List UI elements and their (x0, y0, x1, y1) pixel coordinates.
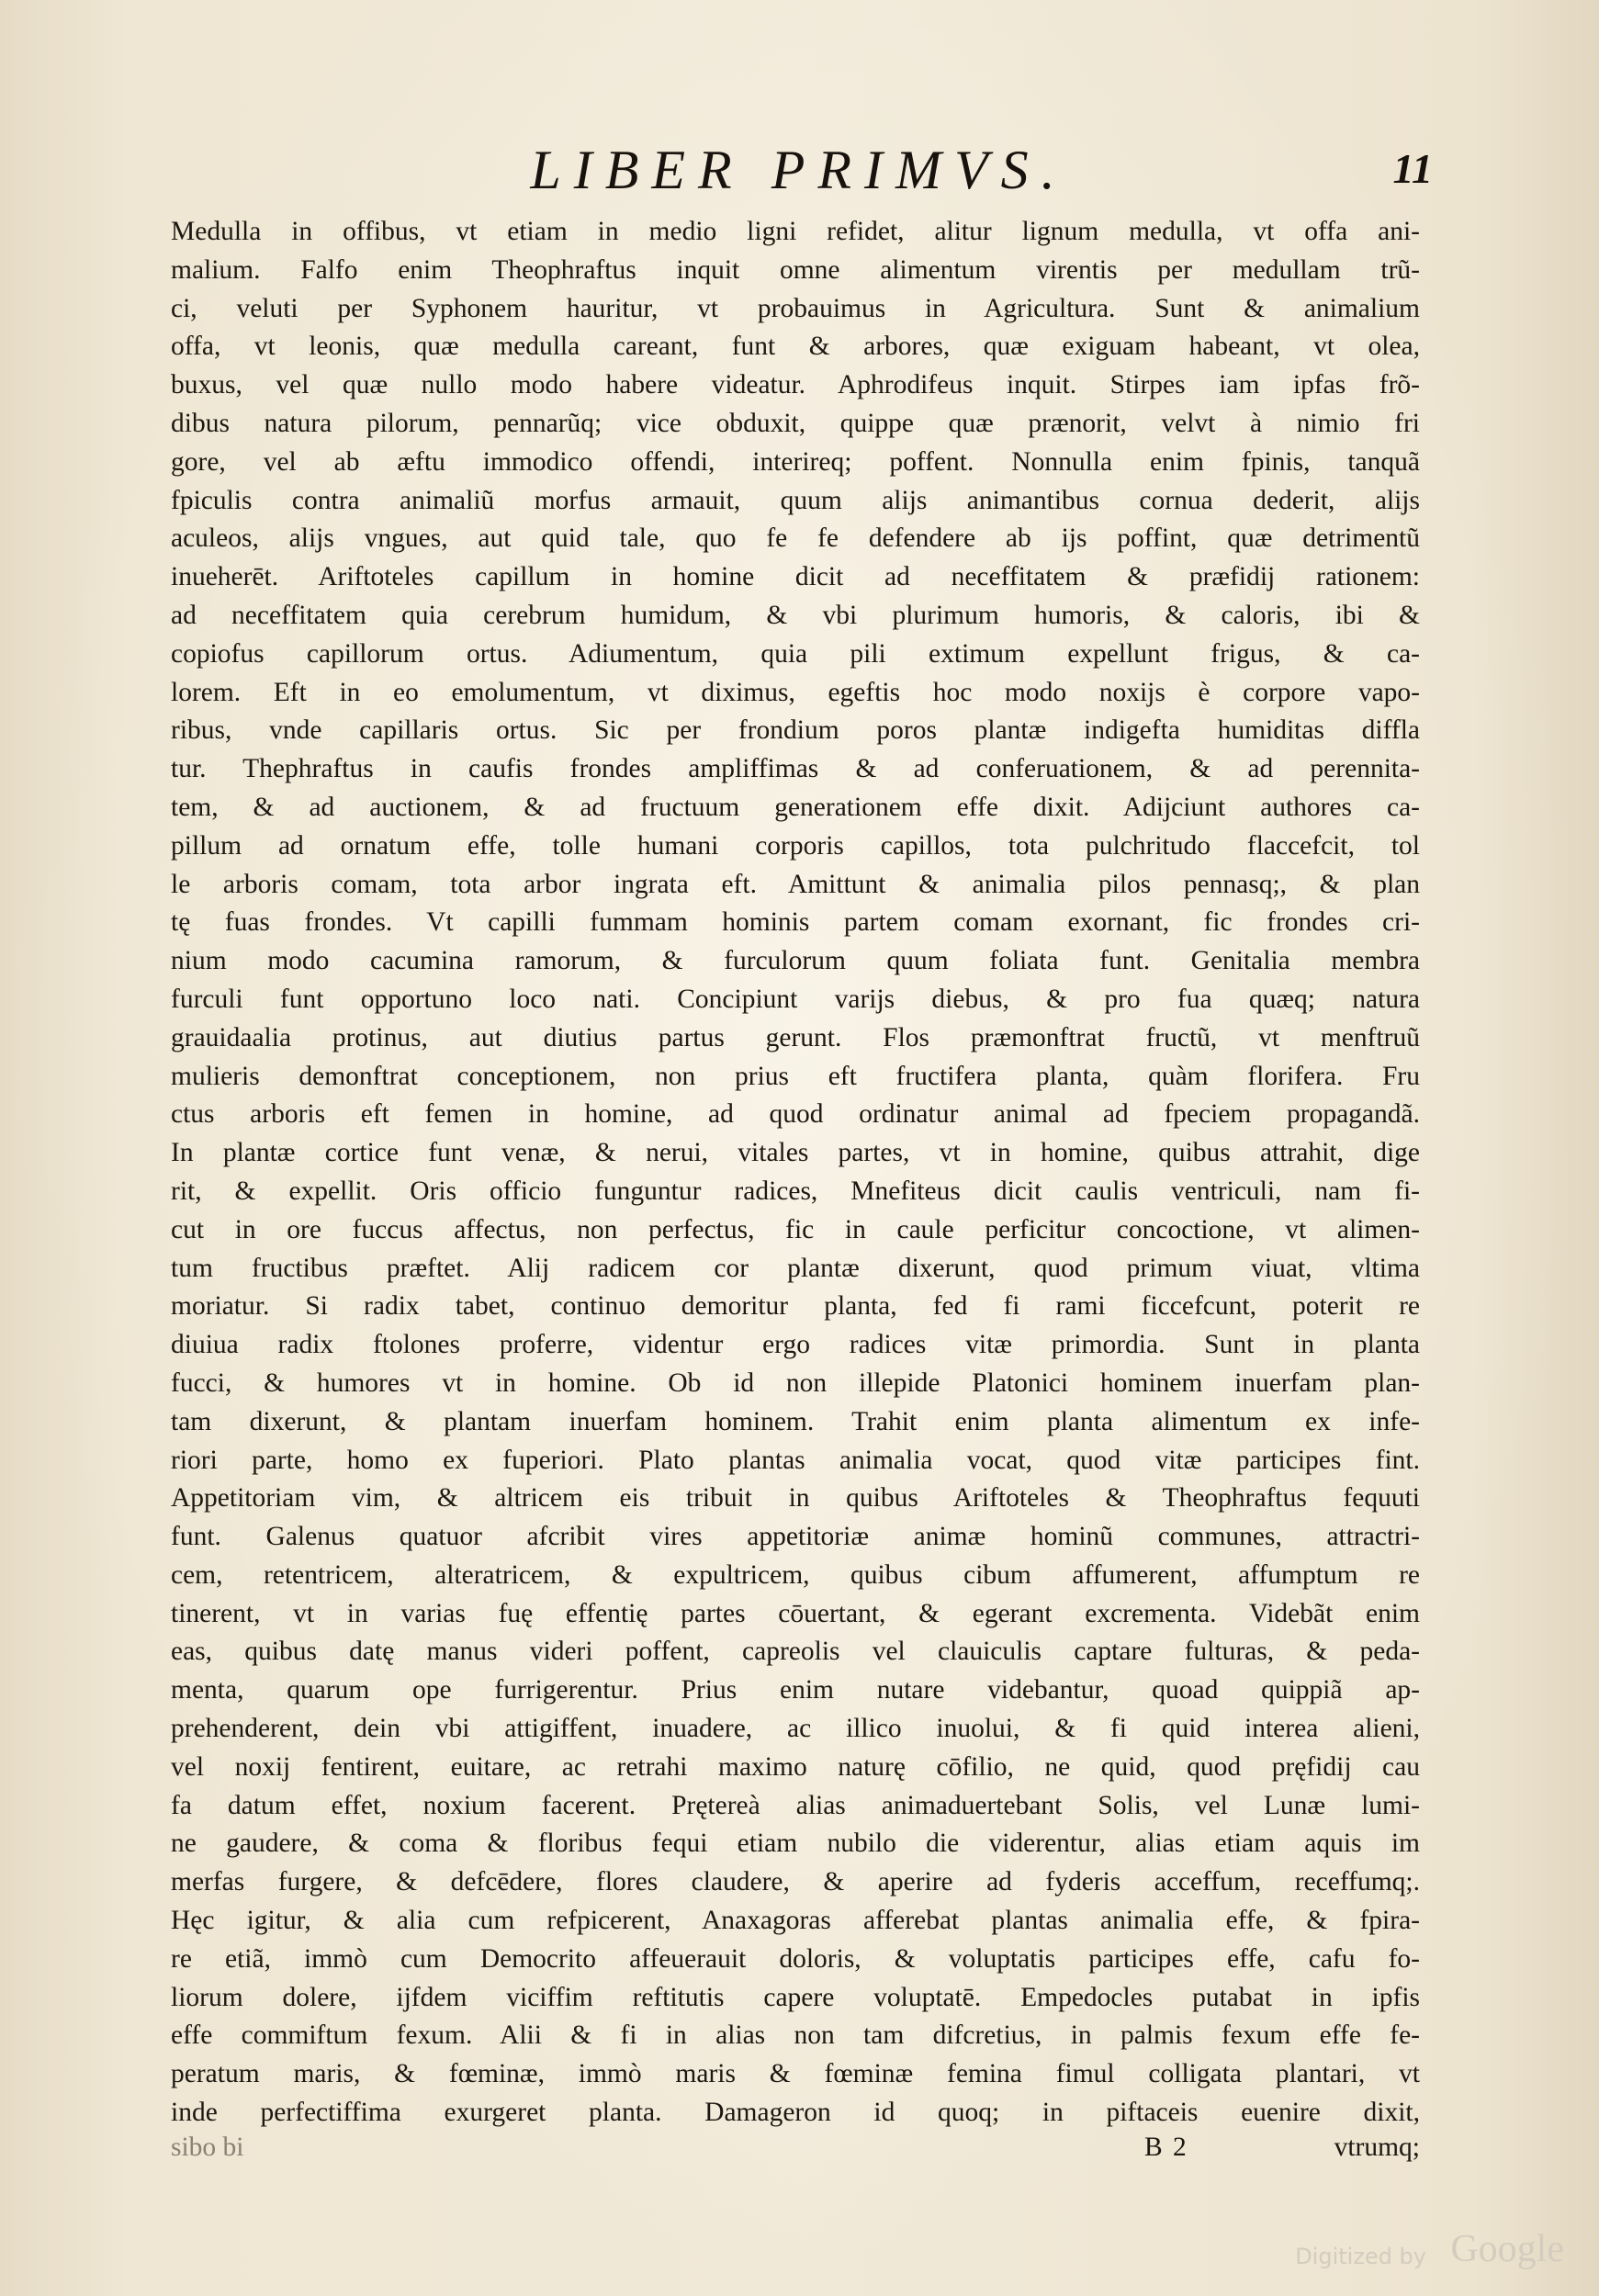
text-line: ad neceffitatem quia cerebrum humidum, & vbi plurimum humoris, & caloris, ibi & (171, 600, 1420, 630)
text-line: aculeos, alijs vngues, aut quid tale, quo fe fe defendere ab ijs poffint, quæ detrimentũ (171, 523, 1420, 554)
text-line: tum fructibus præftet. Alij radicem cor plantæ dixerunt, quod primum viuat, vltima (171, 1253, 1420, 1283)
text-line: prehenderent, dein vbi attigiffent, inuadere, ac illico inuolui, & fi quid interea alieni, (171, 1714, 1420, 1744)
text-line: peratum maris, & fœminæ, immò maris & fœminæ femina fimul colligata plantari, vt (171, 2059, 1420, 2089)
text-line: tinerent, vt in varias fuę effentię partes cōuertant, & egerant excrementa. Videbãt enim (171, 1598, 1420, 1628)
text-line: tam dixerunt, & plantam inuerfam hominem. Trahit enim planta alimentum ex infe- (171, 1406, 1420, 1436)
running-head (165, 138, 1433, 202)
text-line: diuiua radix ftolones proferre, videntur ergo radices vitæ primordia. Sunt in planta (171, 1330, 1420, 1360)
text-line: cut in ore fuccus affectus, non perfectus, fic in caule perficitur concoctione, vt alimen- (171, 1214, 1420, 1244)
text-line: dibus natura pilorum, pennarũq; vice obduxit, quippe quæ prænorit, velvt à nimio fri (171, 408, 1420, 438)
text-line: fpiculis contra animaliũ morfus armauit, quum alijs animantibus cornua dederit, alijs (171, 485, 1420, 515)
text-line: menta, quarum ope furrigerentur. Prius enim nutare videbantur, quoad quippiã ap- (171, 1675, 1420, 1705)
text-line: In plantæ cortice funt venæ, & nerui, vitales partes, vt in homine, quibus attrahit, dige (171, 1138, 1420, 1168)
text-line: ctus arboris eft femen in homine, ad quod ordinatur animal ad fpeciem propagandã. (171, 1099, 1420, 1130)
running-title: LIBER PRIMVS. (530, 140, 1068, 200)
text-line: tem, & ad auctionem, & ad fructuum generationem effe dixit. Adijciunt authores ca- (171, 792, 1420, 822)
text-line: le arboris comam, tota arbor ingrata eft. Amittunt & animalia pilos pennasq;, & plan (171, 869, 1420, 899)
text-line: inde perfectiffima exurgeret planta. Damageron id quoq; in piftaceis euenire dixit, (171, 2098, 1420, 2128)
watermark-brand: Google (1450, 2228, 1564, 2270)
footer-line (171, 2127, 1420, 2167)
text-line: buxus, vel quæ nullo modo habere videatur. Aphrodifeus inquit. Stirpes iam ipfas frõ- (171, 370, 1420, 400)
text-line: vel noxij fentirent, euitare, ac retrahi maximo naturę cōfilio, ne quid, quod pręfidij cau (171, 1751, 1420, 1782)
text-line: ribus, vnde capillaris ortus. Sic per frondium poros plantæ indigefta humiditas diffla (171, 715, 1420, 746)
signature-mark: B 2 (1144, 2133, 1188, 2162)
text-line: lorem. Eft in eo emolumentum, vt diximus, egeftis hoc modo noxijs è corpore vapo- (171, 677, 1420, 707)
text-line: Appetitoriam vim, & altricem eis tribuit in quibus Ariftoteles & Theophraftus fequuti (171, 1483, 1420, 1514)
text-line: merfas furgere, & defcēdere, flores claudere, & aperire ad fyderis acceffum, receffumq;. (171, 1867, 1420, 1897)
text-line: grauidaalia protinus, aut diutius partus gerunt. Flos præmonftrat fructũ, vt menftruũ (171, 1022, 1420, 1052)
digitization-watermark (1261, 2227, 1564, 2282)
text-line: ci, veluti per Syphonem hauritur, vt probauimus in Agricultura. Sunt & animalium (171, 293, 1420, 323)
text-line: copiofus capillorum ortus. Adiumentum, quia pili extimum expellunt frigus, & ca- (171, 638, 1420, 669)
text-line: cem, retentricem, alteratricem, & expultricem, quibus cibum affumerent, affumptum re (171, 1559, 1420, 1590)
text-line: rit, & expellit. Oris officio funguntur radices, Mnefiteus dicit caulis ventriculi, nam fi- (171, 1176, 1420, 1206)
text-line: liorum dolere, ijfdem viciffim reftitutis capere voluptatē. Empedocles putabat in ipfis (171, 1982, 1420, 2012)
text-line: inueherēt. Ariftoteles capillum in homine dicit ad neceffitatem & præfidij rationem: (171, 562, 1420, 592)
text-line: moriatur. Si radix tabet, continuo demoritur planta, fed fi rami ficcefcunt, poterit re (171, 1291, 1420, 1322)
catchword: vtrumq; (1334, 2133, 1420, 2162)
text-line: fa datum effet, noxium facerent. Prętereà alias animaduertebant Solis, vel Lunæ lumi- (171, 1790, 1420, 1820)
text-line: effe commiftum fexum. Alii & fi in alias non tam difcretius, in palmis fexum effe fe- (171, 2020, 1420, 2051)
text-line: tę fuas frondes. Vt capilli fummam hominis partem comam exornant, fic frondes cri- (171, 907, 1420, 938)
text-line: ne gaudere, & coma & floribus fequi etiam nubilo die viderentur, alias etiam aquis im (171, 1829, 1420, 1859)
text-line: Medulla in offibus, vt etiam in medio ligni refidet, alitur lignum medulla, vt offa ani- (171, 217, 1420, 246)
bleed-through-text: sibo bi (171, 2133, 244, 2162)
body-text (171, 213, 1420, 2133)
text-line: fucci, & humores vt in homine. Ob id non illepide Platonici hominem inuerfam plan- (171, 1367, 1420, 1398)
text-line: gore, vel ab æftu immodico offendi, interireq; poffent. Nonnulla enim fpinis, tanquã (171, 446, 1420, 477)
text-line: tur. Thephraftus in caufis frondes ampliffimas & ad conferuationem, & ad perennita- (171, 754, 1420, 784)
text-line: re etiã, immò cum Democrito affeuerauit doloris, & voluptatis participes effe, cafu fo- (171, 1943, 1420, 1974)
text-line: riori parte, homo ex fuperiori. Plato plantas animalia vocat, quod vitæ participes fint. (171, 1445, 1420, 1475)
text-line: offa, vt leonis, quæ medulla careant, funt & arbores, quæ exiguam habeant, vt olea, (171, 332, 1420, 362)
text-line: mulieris demonftrat conceptionem, non prius eft fructifera planta, quàm florifera. Fru (171, 1061, 1420, 1091)
text-line: pillum ad ornatum effe, tolle humani corporis capillos, tota pulchritudo flaccefcit, tol (171, 830, 1420, 861)
text-line: malium. Falfo enim Theophraftus inquit omne alimentum virentis per medullam trũ- (171, 254, 1420, 285)
text-line: furculi funt opportuno loco nati. Concipiunt varijs diebus, & pro fua quæq; natura (171, 984, 1420, 1014)
text-line: eas, quibus datę manus videri poffent, capreolis vel clauiculis captare fulturas, & peda- (171, 1637, 1420, 1667)
text-line: nium modo cacumina ramorum, & furculorum quum foliata funt. Genitalia membra (171, 946, 1420, 976)
text-line: Hęc igitur, & alia cum refpicerent, Anaxagoras afferebat plantas animalia effe, & fpira- (171, 1906, 1420, 1936)
text-line: funt. Galenus quatuor afcribit vires appetitoriæ animæ hominũ communes, attractri- (171, 1522, 1420, 1552)
watermark-lead-text: Digitized by (1295, 2244, 1426, 2269)
page-number: 11 (1392, 145, 1433, 192)
